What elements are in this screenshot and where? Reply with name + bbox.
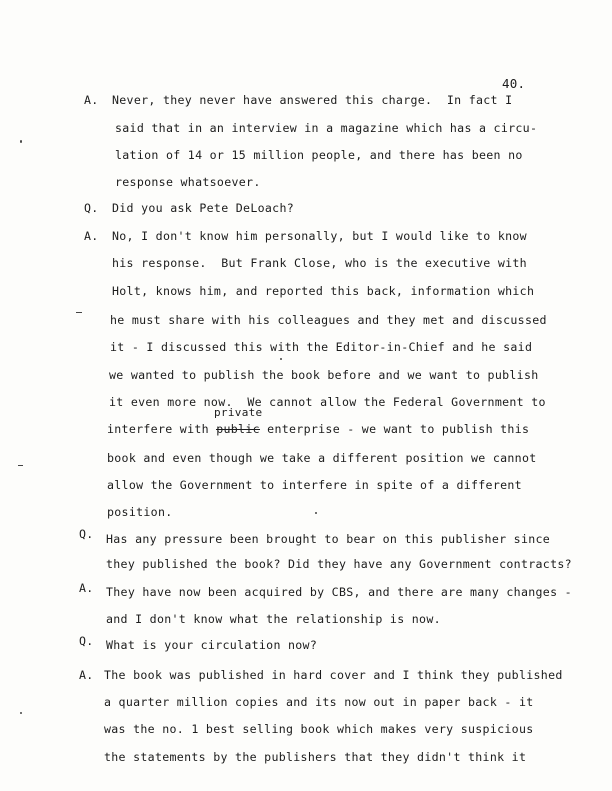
scan-speck [280,358,282,360]
text-line: lation of 14 or 15 million people, and there has been no [115,148,523,162]
text-line: we wanted to publish the book before and we want to publish [109,368,539,382]
text-line: allow the Government to interfere in spite of a different [107,478,522,492]
text-line: Has any pressure been brought to bear on this publisher since [106,532,551,546]
text-line: Holt, knows him, and reported this back, information which [112,284,535,298]
correction-after: enterprise - we want to publish this [259,422,530,436]
scan-speck [18,465,23,466]
scan-speck [76,312,82,313]
scan-speck [20,712,22,714]
scan-speck [315,512,317,514]
text-line: he must share with his colleagues and they met and discussed [110,313,547,327]
question-marker: Q. [84,201,99,215]
text-line: it even more now. We cannot allow the Federal Government to [109,395,546,409]
inserted-correction: private [214,406,263,419]
page-number: 40. [502,76,526,91]
text-line: they published the book? Did they have any Government contracts? [106,557,572,571]
struck-word: public [216,422,260,436]
text-line: Never, they never have answered this charge. In fact I [112,93,513,107]
text-line: What is your circulation now? [106,638,318,652]
text-line: Did you ask Pete DeLoach? [112,201,295,215]
text-line: a quarter million copies and its now out in paper back - it [104,695,534,709]
text-line: the statements by the publishers that they didn't think it [104,750,527,764]
answer-marker: A. [79,581,94,595]
answer-marker: A. [84,229,99,243]
question-marker: Q. [79,634,94,648]
question-marker: Q. [79,527,94,541]
text-line: was the no. 1 best selling book which makes very suspicious [104,722,534,736]
scan-speck [20,140,22,143]
text-line: said that in an interview in a magazine which has a circu- [115,121,538,135]
text-line: and I don't know what the relationship is now. [106,612,441,626]
text-line: book and even though we take a different position we cannot [107,451,537,465]
text-line: They have now been acquired by CBS, and there are many changes - [106,585,572,599]
text-line: The book was published in hard cover and I think they published [104,668,563,682]
answer-marker: A. [84,93,99,107]
corrected-text-line [107,422,529,436]
correction-before: interfere with [107,422,217,436]
text-line: No, I don't know him personally, but I would like to know [112,229,527,243]
text-line: response whatsoever. [115,175,261,189]
text-line: position. [107,505,173,519]
text-line: his response. But Frank Close, who is the executive with [112,256,527,270]
text-line: it - I discussed this with the Editor-in-Chief and he said [110,340,533,354]
answer-marker: A. [79,668,94,682]
